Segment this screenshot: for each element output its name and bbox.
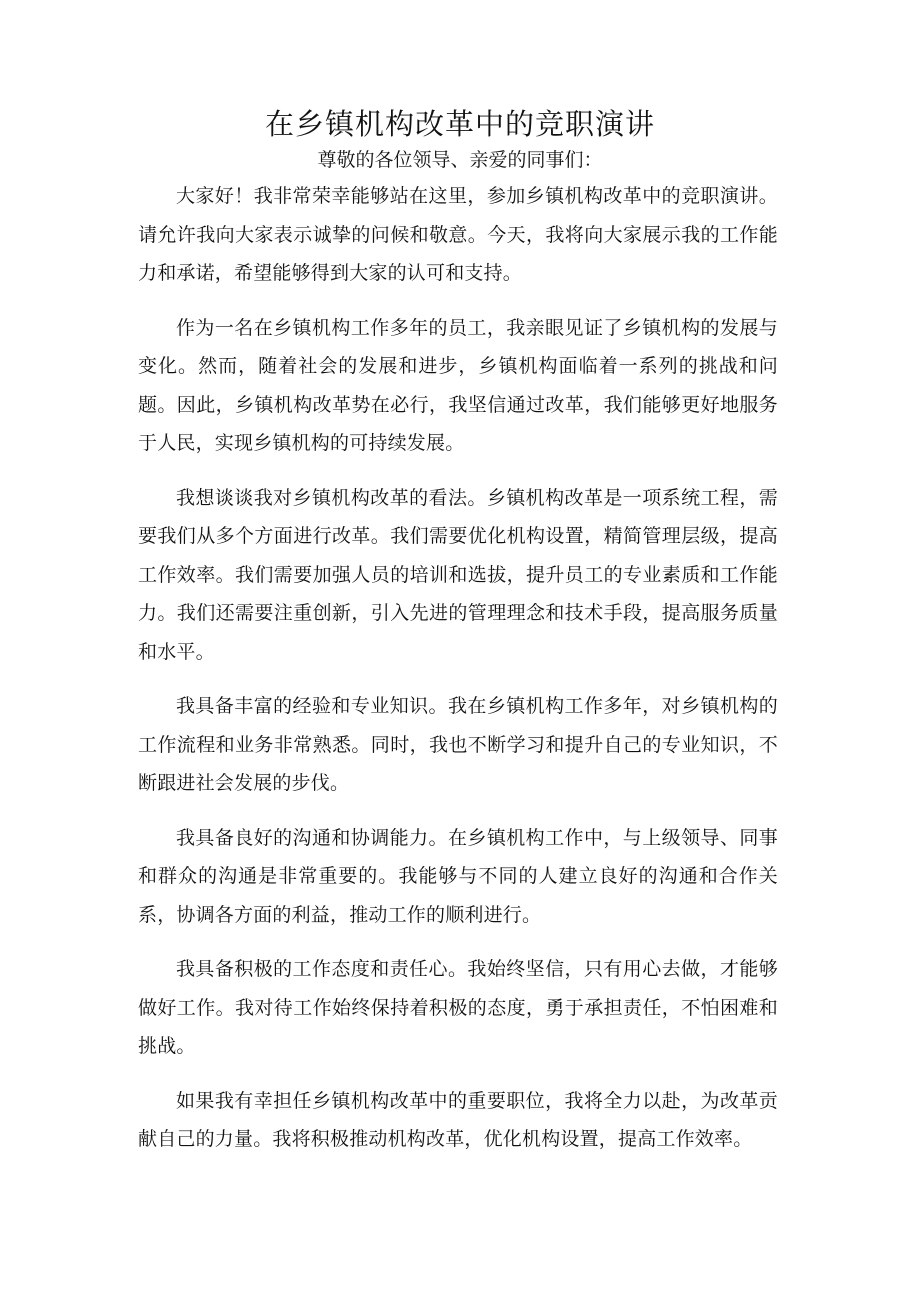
paragraph-6: 我具备积极的工作态度和责任心。我始终坚信，只有用心去做，才能够做好工作。我对待工作始终保持着积极的态度，勇于承担责任，不怕困难和挑战。 — [138, 958, 778, 1057]
paragraph-3: 我想谈谈我对乡镇机构改革的看法。乡镇机构改革是一项系统工程，需要我们从多个方面进行改革。我们需要优化机构设置，精简管理层级，提高工作效率。我们需要加强人员的培训和选拔，提升员工的专业素质和工作能力。我们还需要注重创新，引入先进的管理理念和技术手段，提高服务质量和水平。 — [138, 486, 778, 663]
salutation: 尊敬的各位领导、亲爱的同事们： — [317, 149, 603, 171]
document-title: 在乡镇机构改革中的竞职演讲 — [264, 107, 655, 141]
speech-body — [138, 177, 778, 1175]
paragraph-1: 大家好！我非常荣幸能够站在这里，参加乡镇机构改革中的竞职演讲。请允许我向大家表示诚挚的问候和敬意。今天，我将向大家展示我的工作能力和承诺，希望能够得到大家的认可和支持。 — [138, 185, 778, 284]
paragraph-5: 我具备良好的沟通和协调能力。在乡镇机构工作中，与上级领导、同事和群众的沟通是非常重要的。我能够与不同的人建立良好的沟通和合作关系，协调各方面的利益，推动工作的顺利进行。 — [138, 826, 778, 926]
paragraph-4: 我具备丰富的经验和专业知识。我在乡镇机构工作多年，对乡镇机构的工作流程和业务非常熟悉。同时，我也不断学习和提升自己的专业知识，不断跟进社会发展的步伐。 — [138, 695, 778, 794]
paragraph-2: 作为一名在乡镇机构工作多年的员工，我亲眼见证了乡镇机构的发展与变化。然而，随着社会的发展和进步，乡镇机构面临着一系列的挑战和问题。因此，乡镇机构改革势在必行，我坚信通过改革，我们能够更好地服务于人民，实现乡镇机构的可持续发展。 — [138, 316, 778, 454]
paragraph-7: 如果我有幸担任乡镇机构改革中的重要职位，我将全力以赴，为改革贡献自己的力量。我将积极推动机构改革，优化机构设置，提高工作效率。 — [138, 1089, 778, 1150]
